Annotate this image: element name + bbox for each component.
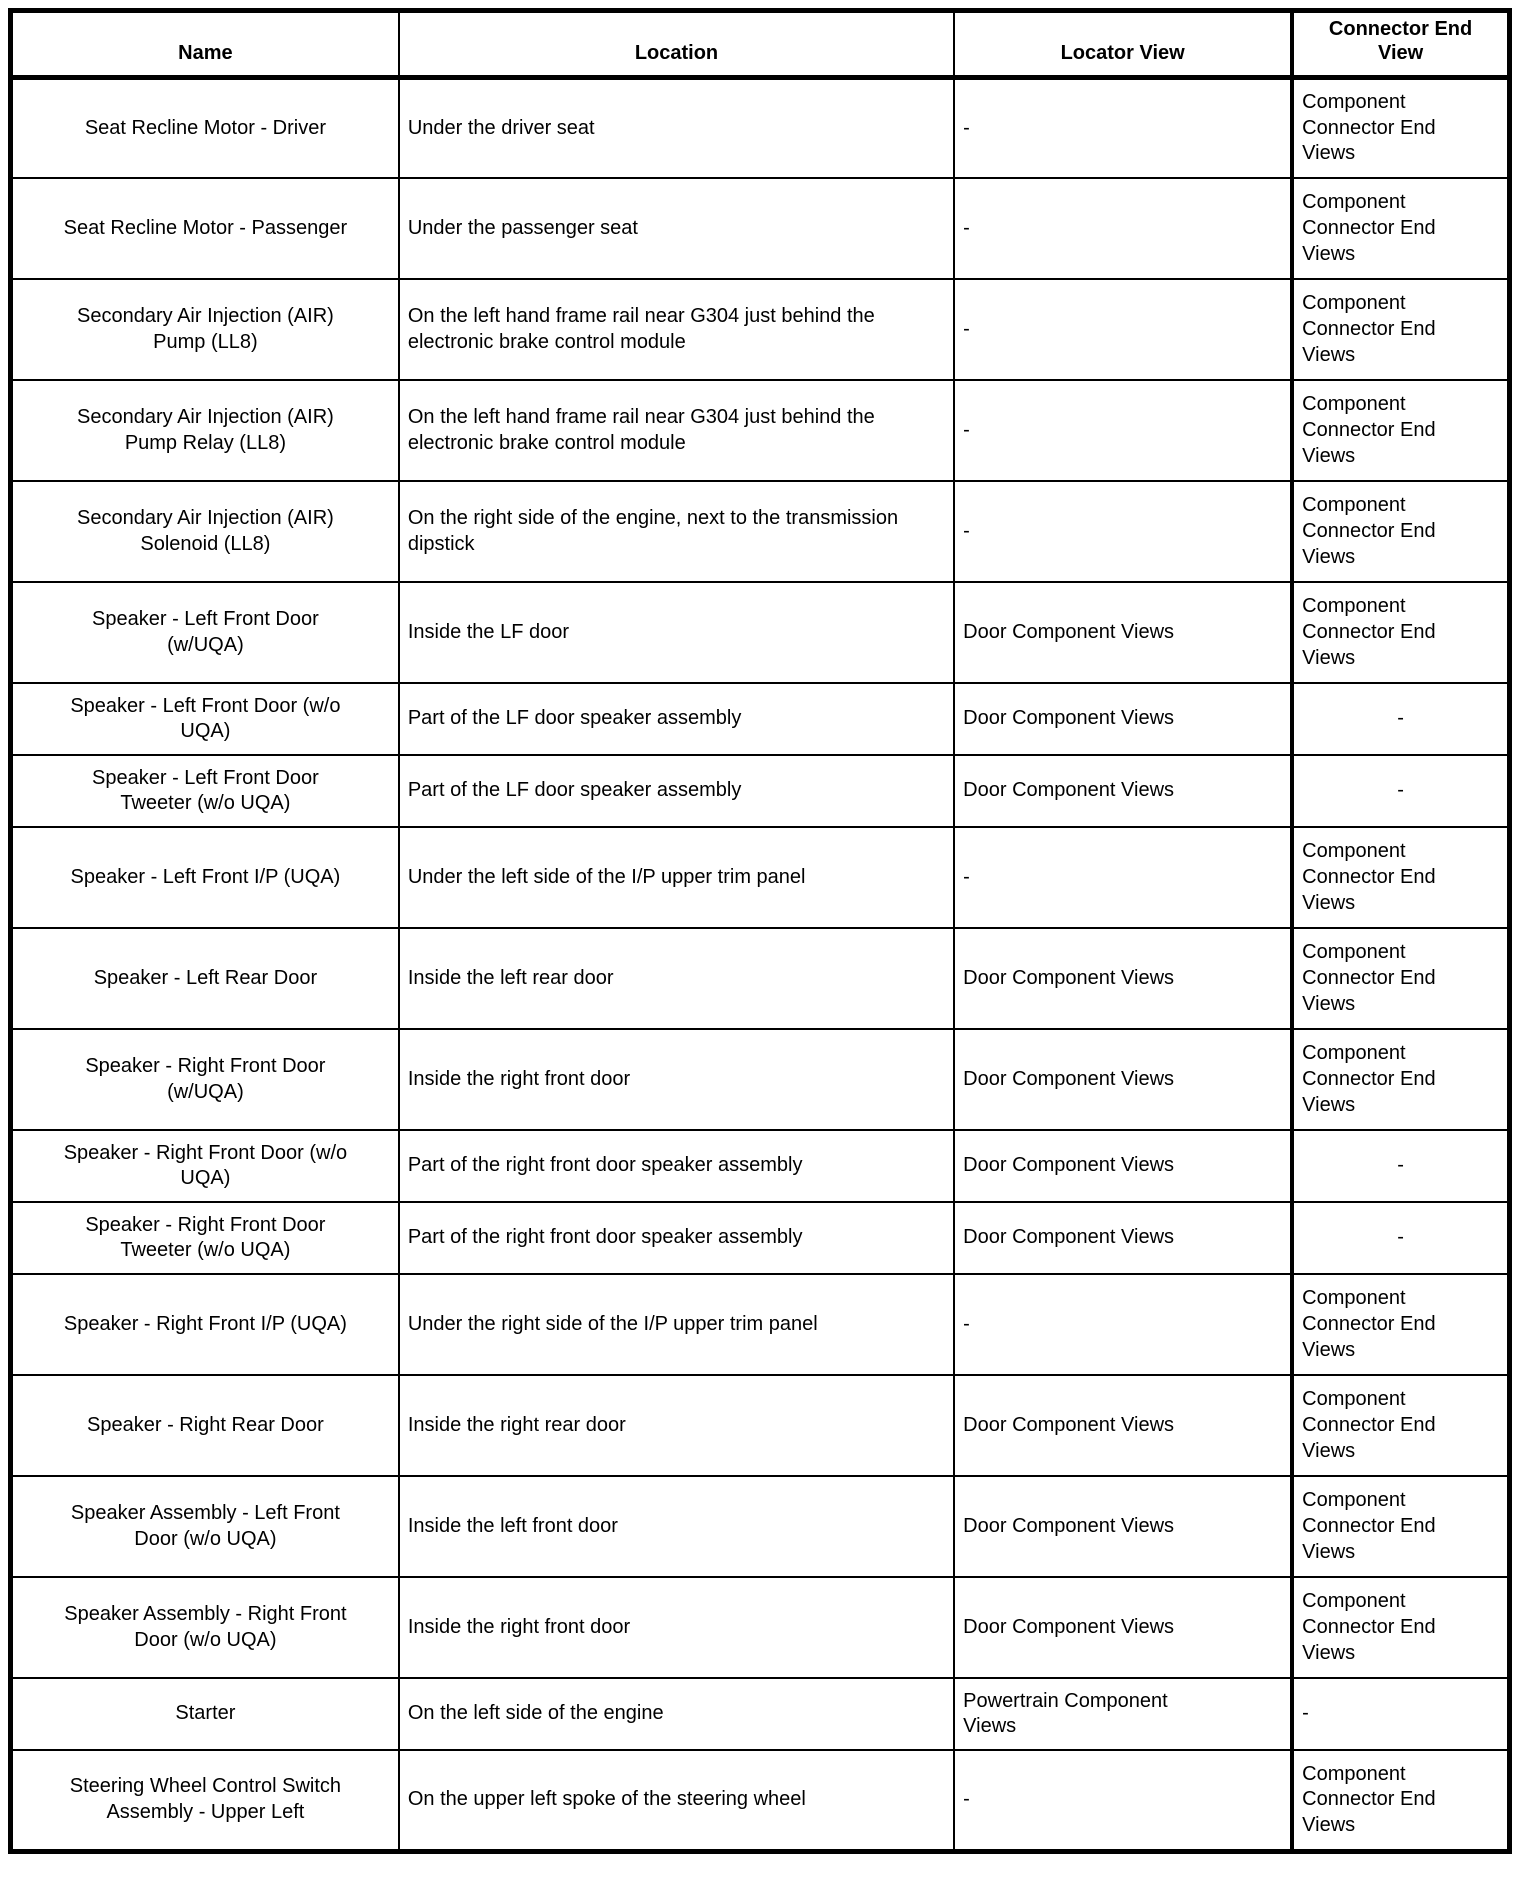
location-value: Inside the right rear door <box>407 1413 626 1436</box>
connector-cell <box>1292 1375 1509 1476</box>
locator-value: - <box>963 1788 970 1811</box>
table-body <box>11 77 1510 1851</box>
connector-value: - <box>1397 1226 1404 1249</box>
location-value: Part of the LF door speaker assembly <box>407 779 742 802</box>
connector-value: - <box>1397 779 1404 802</box>
locator-cell <box>954 582 1292 683</box>
locator-value: Door Component Views <box>963 1067 1175 1090</box>
table-row <box>11 1029 1510 1130</box>
connector-value: Component Connector End Views <box>1302 595 1436 669</box>
location-value: On the left hand frame rail near G304 just behind the electronic brake control module <box>407 406 875 454</box>
name-value: Speaker Assembly - Left Front Door (w/o UQA) <box>70 1502 340 1550</box>
column-header-label: Location <box>634 42 719 65</box>
location-value: On the upper left spoke of the steering wheel <box>407 1788 806 1811</box>
locator-value: - <box>963 865 970 888</box>
connector-cell <box>1292 481 1509 582</box>
table-header <box>11 11 1510 78</box>
locator-cell <box>954 928 1292 1029</box>
name-cell <box>11 77 399 178</box>
table-row <box>11 77 1510 178</box>
table-row <box>11 683 1510 755</box>
table-row <box>11 1375 1510 1476</box>
connector-cell <box>1292 1029 1509 1130</box>
locator-value: - <box>963 216 970 239</box>
connector-cell <box>1292 1202 1509 1274</box>
connector-value: Component Connector End Views <box>1302 1388 1436 1462</box>
connector-value: Component Connector End Views <box>1302 191 1436 265</box>
locator-value: Door Component Views <box>963 1615 1175 1638</box>
name-value: Speaker - Left Front Door (w/UQA) <box>92 608 319 656</box>
connector-value: Component Connector End Views <box>1302 393 1436 467</box>
location-value: Part of the LF door speaker assembly <box>407 707 742 730</box>
locator-cell <box>954 1476 1292 1577</box>
locator-cell <box>954 1202 1292 1274</box>
location-cell <box>399 1274 954 1375</box>
connector-value: Component Connector End Views <box>1302 91 1436 165</box>
table-row <box>11 1202 1510 1274</box>
column-header-label: Connector End View <box>1328 18 1473 65</box>
name-cell <box>11 582 399 683</box>
location-value: Under the left side of the I/P upper trim panel <box>407 865 806 888</box>
name-cell <box>11 178 399 279</box>
locator-value: Door Component Views <box>963 1154 1175 1177</box>
location-value: Inside the right front door <box>407 1067 631 1090</box>
connector-cell <box>1292 279 1509 380</box>
location-cell <box>399 1577 954 1678</box>
name-cell <box>11 1130 399 1202</box>
name-cell <box>11 827 399 928</box>
table-row <box>11 582 1510 683</box>
location-cell <box>399 380 954 481</box>
location-cell <box>399 178 954 279</box>
connector-value: - <box>1302 1702 1309 1725</box>
connector-cell <box>1292 755 1509 827</box>
name-cell <box>11 755 399 827</box>
column-header-label: Locator View <box>1060 42 1185 65</box>
table-row <box>11 1750 1510 1851</box>
column-header-name <box>11 11 399 78</box>
connector-cell <box>1292 1130 1509 1202</box>
name-cell <box>11 481 399 582</box>
connector-value: - <box>1397 1154 1404 1177</box>
location-cell <box>399 1029 954 1130</box>
location-cell <box>399 928 954 1029</box>
connector-cell <box>1292 827 1509 928</box>
locator-cell <box>954 683 1292 755</box>
name-value: Steering Wheel Control Switch Assembly - Upper Left <box>69 1775 342 1824</box>
column-header-label: Name <box>178 42 233 65</box>
location-cell <box>399 1130 954 1202</box>
connector-value: Component Connector End Views <box>1302 1590 1436 1664</box>
table-row <box>11 755 1510 827</box>
connector-value: Component Connector End Views <box>1302 840 1436 914</box>
locator-cell <box>954 1678 1292 1750</box>
name-value: Speaker - Left Rear Door <box>93 966 318 989</box>
connector-cell <box>1292 1476 1509 1577</box>
locator-cell <box>954 178 1292 279</box>
location-value: Inside the left front door <box>407 1514 618 1537</box>
name-value: Secondary Air Injection (AIR) Pump Relay (LL8) <box>77 406 334 454</box>
name-cell <box>11 279 399 380</box>
location-value: On the right side of the engine, next to the transmission dipstick <box>407 507 899 555</box>
locator-cell <box>954 279 1292 380</box>
locator-cell <box>954 1029 1292 1130</box>
name-cell <box>11 683 399 755</box>
locator-cell <box>954 1750 1292 1851</box>
connector-value: Component Connector End Views <box>1302 494 1436 568</box>
connector-cell <box>1292 1274 1509 1375</box>
column-header-connector <box>1292 11 1509 78</box>
name-value: Secondary Air Injection (AIR) Solenoid (LL8) <box>77 507 334 555</box>
column-header-locator <box>954 11 1292 78</box>
name-cell <box>11 1577 399 1678</box>
location-value: Part of the right front door speaker assembly <box>407 1154 803 1177</box>
location-value: Inside the right front door <box>407 1615 631 1638</box>
location-cell <box>399 1202 954 1274</box>
name-value: Seat Recline Motor - Passenger <box>63 216 348 239</box>
name-value: Speaker Assembly - Right Front Door (w/o UQA) <box>64 1603 347 1651</box>
locator-value: - <box>963 116 970 139</box>
connector-cell <box>1292 1750 1509 1851</box>
connector-value: Component Connector End Views <box>1302 1042 1436 1116</box>
table-row <box>11 827 1510 928</box>
name-value: Speaker - Left Front Door Tweeter (w/o UQA) <box>92 766 319 815</box>
location-value: Inside the left rear door <box>407 966 614 989</box>
connector-cell <box>1292 77 1509 178</box>
name-value: Speaker - Right Front I/P (UQA) <box>63 1312 347 1335</box>
table-row <box>11 1274 1510 1375</box>
locator-value: Door Component Views <box>963 1514 1175 1537</box>
connector-cell <box>1292 1577 1509 1678</box>
name-value: Speaker - Right Front Door Tweeter (w/o UQA) <box>85 1213 326 1262</box>
locator-value: Door Component Views <box>963 620 1175 643</box>
table-row <box>11 1130 1510 1202</box>
connector-value: Component Connector End Views <box>1302 1762 1436 1836</box>
table-row <box>11 1476 1510 1577</box>
locator-cell <box>954 77 1292 178</box>
table-row <box>11 178 1510 279</box>
name-cell <box>11 1476 399 1577</box>
location-cell <box>399 1375 954 1476</box>
name-value: Speaker - Left Front Door (w/o UQA) <box>70 694 341 743</box>
location-cell <box>399 481 954 582</box>
connector-cell <box>1292 683 1509 755</box>
name-cell <box>11 928 399 1029</box>
connector-cell <box>1292 1678 1509 1750</box>
locator-value: - <box>963 519 970 542</box>
location-value: Part of the right front door speaker assembly <box>407 1226 803 1249</box>
locator-value: Door Component Views <box>963 707 1175 730</box>
table-row <box>11 380 1510 481</box>
table-row <box>11 279 1510 380</box>
header-row <box>11 11 1510 78</box>
name-cell <box>11 1029 399 1130</box>
name-cell <box>11 380 399 481</box>
location-value: Under the passenger seat <box>407 216 638 239</box>
locator-cell <box>954 1375 1292 1476</box>
connector-cell <box>1292 928 1509 1029</box>
name-value: Speaker - Right Front Door (w/UQA) <box>85 1055 326 1103</box>
location-cell <box>399 1750 954 1851</box>
connector-value: - <box>1397 707 1404 730</box>
name-cell <box>11 1678 399 1750</box>
location-value: On the left side of the engine <box>407 1702 664 1725</box>
connector-cell <box>1292 380 1509 481</box>
name-cell <box>11 1202 399 1274</box>
location-value: Under the right side of the I/P upper trim panel <box>407 1312 818 1335</box>
connector-value: Component Connector End Views <box>1302 941 1436 1015</box>
locator-cell <box>954 1130 1292 1202</box>
location-cell <box>399 827 954 928</box>
locator-value: - <box>963 418 970 441</box>
locator-value: - <box>963 1312 970 1335</box>
name-value: Starter <box>175 1702 236 1725</box>
table-row <box>11 928 1510 1029</box>
table-row <box>11 481 1510 582</box>
locator-value: Door Component Views <box>963 1226 1175 1249</box>
name-value: Speaker - Right Front Door (w/o UQA) <box>63 1141 348 1190</box>
location-cell <box>399 279 954 380</box>
table-row <box>11 1678 1510 1750</box>
name-value: Seat Recline Motor - Driver <box>84 116 326 139</box>
locator-cell <box>954 755 1292 827</box>
connector-value: Component Connector End Views <box>1302 1287 1436 1361</box>
component-locator-table <box>8 8 1512 1854</box>
column-header-location <box>399 11 954 78</box>
location-value: Under the driver seat <box>407 116 595 139</box>
location-cell <box>399 582 954 683</box>
connector-value: Component Connector End Views <box>1302 292 1436 366</box>
connector-value: Component Connector End Views <box>1302 1489 1436 1563</box>
name-value: Speaker - Right Rear Door <box>87 1413 324 1436</box>
locator-cell <box>954 1274 1292 1375</box>
locator-value: Door Component Views <box>963 966 1175 989</box>
locator-cell <box>954 827 1292 928</box>
connector-cell <box>1292 582 1509 683</box>
location-cell <box>399 755 954 827</box>
locator-cell <box>954 380 1292 481</box>
name-value: Secondary Air Injection (AIR) Pump (LL8) <box>77 305 334 353</box>
connector-cell <box>1292 178 1509 279</box>
locator-value: Door Component Views <box>963 779 1175 802</box>
location-cell <box>399 1476 954 1577</box>
locator-value: Door Component Views <box>963 1413 1175 1436</box>
name-cell <box>11 1274 399 1375</box>
name-cell <box>11 1375 399 1476</box>
table-row <box>11 1577 1510 1678</box>
name-value: Speaker - Left Front I/P (UQA) <box>70 865 341 888</box>
location-value: On the left hand frame rail near G304 just behind the electronic brake control module <box>407 305 875 353</box>
locator-value: Powertrain Component Views <box>963 1689 1168 1738</box>
location-cell <box>399 1678 954 1750</box>
location-cell <box>399 683 954 755</box>
location-value: Inside the LF door <box>407 620 570 643</box>
locator-cell <box>954 481 1292 582</box>
locator-cell <box>954 1577 1292 1678</box>
name-cell <box>11 1750 399 1851</box>
locator-value: - <box>963 317 970 340</box>
location-cell <box>399 77 954 178</box>
